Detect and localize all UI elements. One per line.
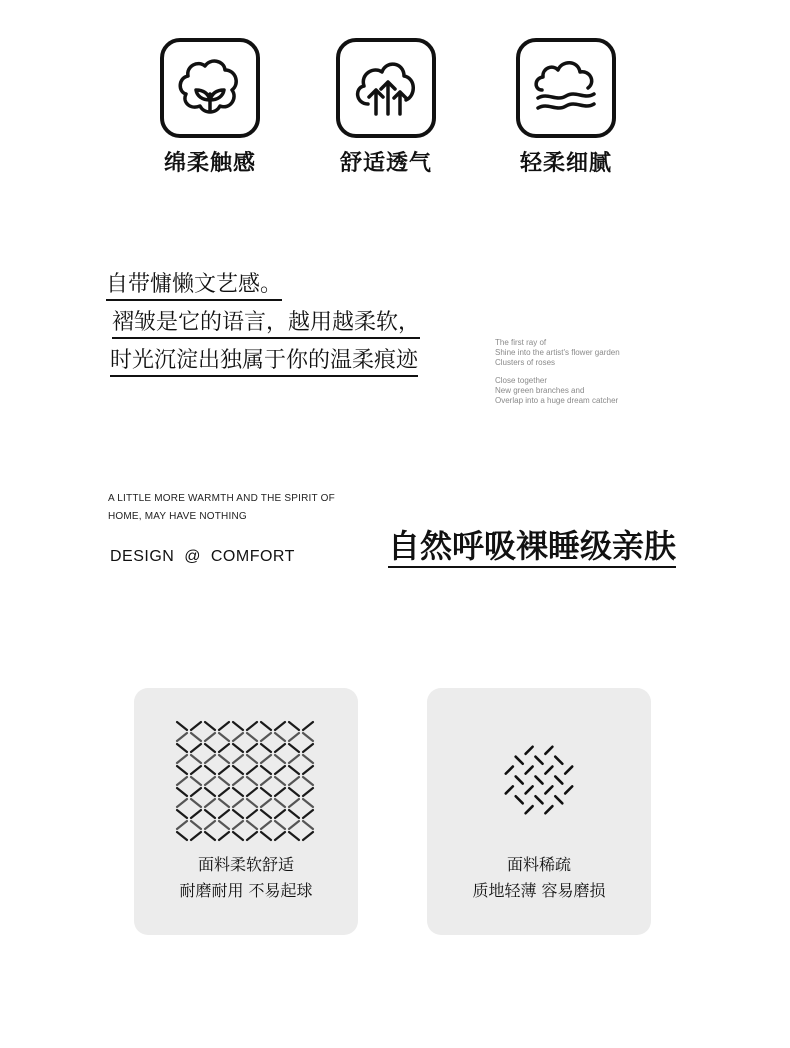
english-verse-line: The first ray of: [495, 338, 547, 347]
english-verse: [495, 338, 695, 406]
english-verse-line: Clusters of roses: [495, 358, 556, 367]
english-verse-line: Overlap into a huge dream catcher: [495, 396, 619, 405]
feature-soft: [140, 38, 280, 177]
card-sparse-caption: [427, 852, 651, 904]
dense-weave-icon: [171, 716, 321, 844]
card-dense-line-1: 面料柔软舒适: [197, 855, 294, 874]
card-sparse-line-1: 面料稀疏: [506, 855, 571, 874]
poem-line-2: 褶皱是它的语言，越用越柔软，: [106, 304, 466, 342]
feature-soft-label: 绵柔触感: [163, 151, 256, 176]
card-dense-line-2: 耐磨耐用 不易起球: [179, 881, 313, 900]
card-dense-fabric: [134, 688, 358, 935]
poem-block: [106, 266, 466, 380]
poem-line-3: 时光沉淀出独属于你的温柔痕迹: [106, 342, 466, 380]
design-comfort-label: DESIGN @ COMFORT: [110, 548, 295, 565]
feature-breathable-icon-box: [336, 38, 436, 138]
card-sparse-pattern: [427, 716, 651, 844]
english-verse-line: New green branches and: [495, 386, 585, 395]
feature-delicate: [496, 38, 636, 177]
feature-delicate-icon-box: [516, 38, 616, 138]
poem-line-1: 自带慵懒文艺感。: [106, 266, 466, 304]
cloud-wave-icon: [528, 50, 604, 126]
card-sparse-line-2: 质地轻薄 容易磨损: [472, 881, 606, 900]
tagline-text: [108, 490, 368, 526]
cotton-icon: [172, 50, 248, 126]
card-sparse-fabric: [427, 688, 651, 935]
big-title: 自然呼吸裸睡级亲肤: [388, 526, 676, 568]
tagline-line-1: A LITTLE MORE WARMTH AND THE SPIRIT OF: [108, 493, 335, 504]
english-verse-line: Shine into the artist's flower garden: [495, 348, 620, 357]
tagline-line-2: HOME, MAY HAVE NOTHING: [108, 511, 247, 522]
breathable-tree-icon: [348, 50, 424, 126]
english-verse-line: Close together: [495, 376, 548, 385]
sparse-weave-icon: [494, 730, 584, 830]
feature-breathable-label: 舒适透气: [339, 151, 432, 176]
feature-delicate-label: 轻柔细腻: [519, 151, 612, 176]
feature-breathable: [316, 38, 456, 177]
feature-soft-icon-box: [160, 38, 260, 138]
card-dense-pattern: [134, 716, 358, 844]
card-dense-caption: [134, 852, 358, 904]
